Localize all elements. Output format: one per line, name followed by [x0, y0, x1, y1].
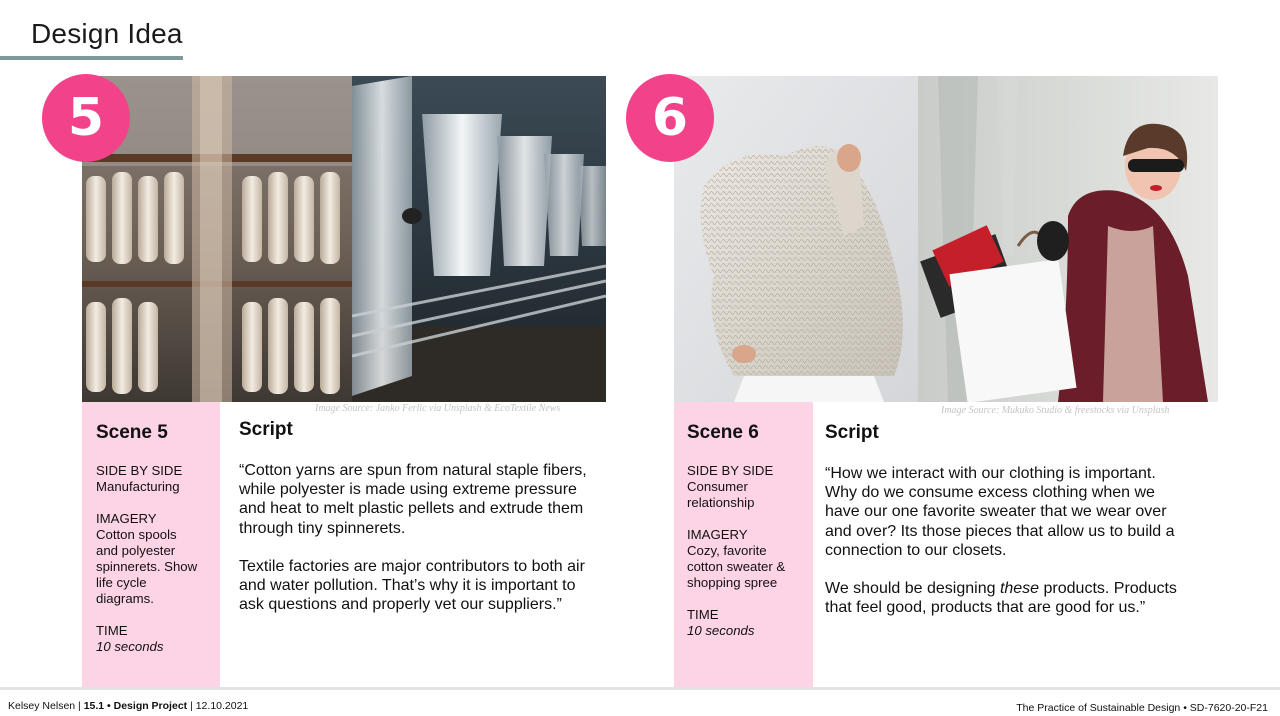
scene-5-script-heading: Script — [239, 419, 293, 440]
scene-6-title: Scene 6 — [687, 422, 759, 443]
script-emphasis: these — [999, 580, 1040, 598]
detail-line: and polyester — [96, 543, 176, 558]
footer-date: | 12.10.2021 — [187, 700, 249, 712]
scene-6-script-heading: Script — [825, 422, 879, 443]
detail-line: Cotton spools — [96, 527, 177, 542]
image-source-caption: Image Source: Mukuko Studio & freestocks via Unsplash — [941, 405, 1170, 416]
detail-line: life cycle — [96, 575, 147, 590]
footer-credits — [8, 700, 248, 712]
scene-5-number-badge: 5 — [42, 74, 130, 162]
script-line: Textile factories are major contributors to both air — [239, 558, 585, 575]
script-fragment: products. Products — [1039, 580, 1177, 598]
scene-5-script-body — [239, 461, 587, 615]
detail-line: 10 seconds — [96, 639, 164, 654]
detail-line: TIME — [687, 607, 719, 622]
footer-project: 15.1 • Design Project — [83, 700, 188, 712]
script-line: “Cotton yarns are spun from natural staple fibers, — [239, 462, 587, 479]
script-line: and over? Its those pieces that allow us to build a — [825, 522, 1175, 540]
script-line: Why do we consume excess clothing when we — [825, 484, 1155, 502]
script-line: “How we interact with our clothing is important. — [825, 465, 1156, 482]
script-line — [825, 579, 1177, 598]
shopping-woman-photo — [918, 76, 1218, 402]
scene-6-number-badge: 6 — [626, 74, 714, 162]
footer-course: The Practice of Sustainable Design • SD-7620-20-F21 — [1016, 702, 1268, 714]
script-line: through tiny spinnerets. — [239, 519, 406, 537]
detail-line: cotton sweater & — [687, 559, 786, 574]
script-line: ask questions and properly vet our suppliers.” — [239, 596, 562, 614]
scene-5-title: Scene 5 — [96, 422, 168, 443]
scene-5-details — [96, 463, 197, 655]
script-fragment: We should be designing — [825, 580, 1000, 598]
detail-line: Consumer — [687, 479, 748, 494]
script-line: and water pollution. That’s why it is important to — [239, 577, 576, 595]
script-line: while polyester is made using extreme pressure — [239, 481, 577, 499]
detail-line: IMAGERY — [687, 527, 748, 542]
detail-line: Manufacturing — [96, 479, 180, 494]
polyester-spinnerets-photo — [352, 76, 606, 402]
detail-line: SIDE BY SIDE — [687, 463, 774, 478]
script-line: and heat to melt plastic pellets and extrude them — [239, 500, 584, 518]
detail-line: relationship — [687, 495, 755, 510]
detail-line: spinnerets. Show — [96, 559, 198, 574]
detail-line: IMAGERY — [96, 511, 157, 526]
image-source-caption: Image Source: Janko Ferlic via Unsplash & EcoTextile News — [315, 403, 561, 414]
script-line: have our one favorite sweater that we wear over — [825, 503, 1167, 521]
footer-divider — [0, 687, 1280, 690]
script-line: connection to our closets. — [825, 541, 1007, 559]
page-title: Design Idea — [31, 18, 183, 49]
script-line: that feel good, products that are good for us.” — [825, 599, 1146, 617]
title-underline — [0, 56, 183, 60]
scene-6-script-body — [825, 464, 1177, 618]
scene-6-details — [687, 463, 785, 639]
detail-line: TIME — [96, 623, 128, 638]
detail-line: 10 seconds — [687, 623, 755, 638]
footer-author: Kelsey Nelsen | — [8, 700, 84, 712]
detail-line: diagrams. — [96, 591, 154, 606]
detail-line: SIDE BY SIDE — [96, 463, 183, 478]
detail-line: shopping spree — [687, 575, 778, 590]
detail-line: Cozy, favorite — [687, 543, 767, 558]
